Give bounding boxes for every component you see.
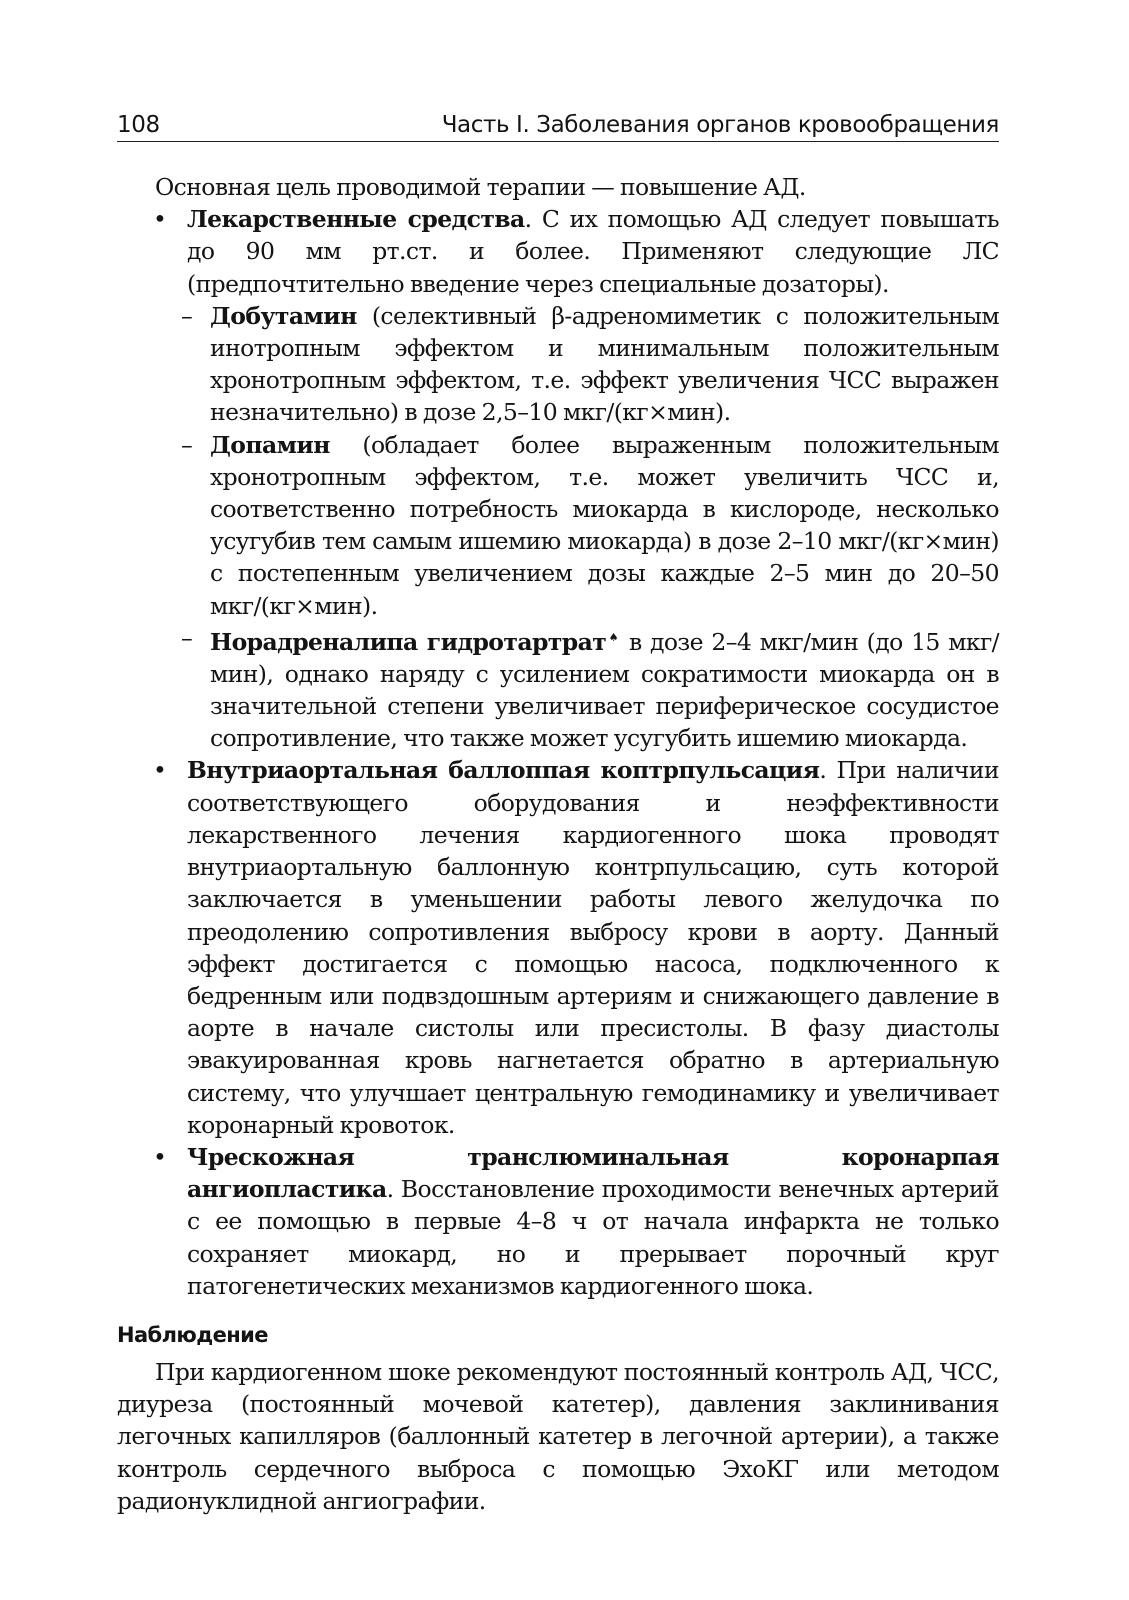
bullet-marker: • <box>153 1142 167 1171</box>
drug-name: Добутамин <box>210 301 357 330</box>
dash-marker: – <box>181 301 193 330</box>
section-heading: Наблюдение <box>117 1322 268 1347</box>
running-title: Часть I. Заболевания органов кровообращения <box>441 112 999 138</box>
drug-text: (обладает более выраженным положительным хронотропным эффектом, т.е. может увеличить ЧСС и, соответственно потребность миокарда в кислороде, несколько усугубив тем самым ишемию миокарда) в дозе 2–10 мкг/(кг×мин) с постепенным увеличением дозы каждые 2–5 мин до 20–50 мкг/(кг×мин). <box>210 430 999 620</box>
bullet-item-angioplasty <box>117 1141 999 1302</box>
drug-footnote-mark: ♠ <box>606 630 621 644</box>
page-number: 108 <box>117 112 160 138</box>
drug-name: Допамин <box>210 430 330 459</box>
drug-text: (селективный β-адреномиметик с положительным инотропным эффектом и минимальным положительным хронотропным эффектом, т.е. эффект увеличения ЧСС выражен незначительно) в дозе 2,5–10 мкг/(кг×мин). <box>210 301 999 427</box>
bullet-item-balloon-counterpulsation <box>117 754 999 1140</box>
bullet-text: . Восстановление проходимости венечных артерий с ее помощью в первые 4–8 ч от начала инфаркта не только сохраняет миокард, но и прерывает порочный круг патогенетических механизмов кардиогенного шока. <box>187 1175 999 1300</box>
bullet-title: Чрескожная транслюминальная коронарпая ангиопластика <box>187 1142 999 1204</box>
section-paragraph: При кардиогенном шоке рекомендуют постоянный контроль АД, ЧСС, диуреза (постоянный мочевой катетер), давления заклинивания легочных капилляров (баллонный катетер в легочной артерии), а также контроль сердечного выброса с помощью ЭхоКГ или методом радионуклидной ангиографии. <box>117 1357 999 1515</box>
dash-marker: – <box>181 430 193 459</box>
bullet-title: Внутриаортальная баллоппая коптрпульсация <box>187 756 820 785</box>
sub-item-noradrenaline <box>117 622 999 755</box>
bullet-text: . С их помощью АД следует повышать до 90 мм рт.ст. и более. Применяют следующие ЛС (предпочтительно введение через специальные дозаторы). <box>187 205 999 298</box>
bullet-title: Лекарственные средства <box>187 205 525 234</box>
drug-name: Норадреналипа гидротартрат <box>210 627 607 656</box>
bullet-text: . При наличии соответствующего оборудования и неэффективности лекарственного лечения кардиогенного шока проводят внутриаортальную баллонную контрпульсацию, суть которой заключается в уменьшении работы левого желудочка по преодолению сопротивления выбросу крови в аорту. Данный эффект достигается с помощью насоса, подключенного к бедренным или подвздошным артериям и снижающего давление в аорте в начале систолы или пресистолы. В фазу диастолы эвакуированная кровь нагнетается обратно в артериальную систему, что улучшает центральную гемодинамику и увеличивает коронарный кровоток. <box>187 756 999 1139</box>
bullet-item-drugs <box>117 203 999 300</box>
drug-text: в дозе 2–4 мкг/мин (до 15 мкг/мин), однако наряду с усилением сократимости миокарда он в значительной степени увеличивает периферическое сосудистое сопротивление, что также может усугубить ишемию миокарда. <box>210 627 999 753</box>
page-body <box>117 171 999 1517</box>
bullet-marker: • <box>153 756 167 785</box>
sub-item-dobutamine <box>117 300 999 429</box>
intro-line: Основная цель проводимой терапии — повышение АД. <box>155 173 806 201</box>
sub-item-dopamine <box>117 429 999 622</box>
running-header <box>117 110 999 142</box>
bullet-marker: • <box>153 205 167 234</box>
dash-marker: – <box>181 623 193 652</box>
